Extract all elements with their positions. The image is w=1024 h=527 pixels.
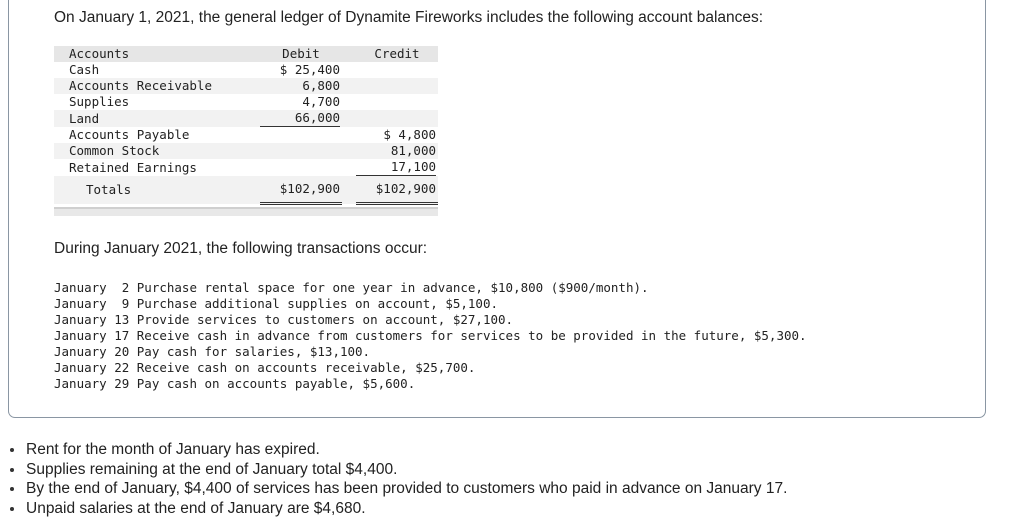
bullet-icon xyxy=(10,487,14,491)
total-debit: $102,900 xyxy=(260,176,342,204)
debit-value: $ 25,400 xyxy=(279,62,340,77)
table-row xyxy=(54,94,438,110)
bullet-icon xyxy=(10,468,14,472)
transaction-item: January 13 Provide services to customers on account, $27,100. xyxy=(54,312,514,327)
header-accounts: Accounts xyxy=(54,46,260,62)
totals-label: Totals xyxy=(54,176,260,204)
transaction-item: January 22 Receive cash on accounts receivable, $25,700. xyxy=(54,360,476,375)
credit-value xyxy=(356,110,438,127)
list-item xyxy=(8,460,787,480)
transaction-item: January 9 Purchase additional supplies on account, $5,100. xyxy=(54,296,499,311)
table-header-row xyxy=(54,46,438,62)
debit-value: 6,800 xyxy=(260,78,342,94)
table-row xyxy=(54,78,438,94)
table-row xyxy=(54,159,438,176)
account-name: Accounts Payable xyxy=(69,127,190,142)
intro-text: On January 1, 2021, the general ledger of Dynamite Fireworks includes the following account balances: xyxy=(54,9,764,26)
debit-value: 4,700 xyxy=(302,94,340,109)
credit-value: 17,100 xyxy=(356,159,438,176)
transaction-item: January 17 Receive cash in advance from customers for services to be provided in the future, $5,300. xyxy=(54,328,807,343)
transaction-item: January 20 Pay cash for salaries, $13,100. xyxy=(54,344,371,359)
debit-value xyxy=(260,159,342,176)
account-name: Cash xyxy=(69,62,100,77)
account-name: Accounts Receivable xyxy=(54,78,260,94)
total-credit: $102,900 xyxy=(356,176,438,204)
credit-value: $ 4,800 xyxy=(383,127,436,142)
debit-value xyxy=(260,127,342,143)
transaction-item: January 29 Pay cash on accounts payable, $5,600. xyxy=(54,376,416,391)
debit-value xyxy=(260,143,342,159)
header-credit: Credit xyxy=(356,46,438,62)
credit-value xyxy=(356,78,438,94)
transaction-item: January 2 Purchase rental space for one year in advance, $10,800 ($900/month). xyxy=(54,280,649,295)
transactions-heading: During January 2021, the following transactions occur: xyxy=(54,240,428,257)
account-name: Retained Earnings xyxy=(69,159,197,175)
transactions-list xyxy=(54,280,807,392)
bullet-text: By the end of January, $4,400 of services has been provided to customers who paid in advance on January 17. xyxy=(26,480,788,497)
credit-value xyxy=(356,62,438,78)
header-debit: Debit xyxy=(260,46,342,62)
account-balances-table xyxy=(54,46,438,205)
account-name: Common Stock xyxy=(54,143,260,159)
bullet-text: Unpaid salaries at the end of January are $4,680. xyxy=(26,499,366,517)
bullet-icon xyxy=(10,507,14,511)
table-row xyxy=(54,62,438,78)
table-row xyxy=(54,143,438,159)
list-item xyxy=(8,499,787,519)
totals-row xyxy=(54,176,438,204)
account-name: Land xyxy=(54,110,260,127)
account-name: Supplies xyxy=(69,94,130,109)
credit-value xyxy=(356,94,438,110)
debit-value: 66,000 xyxy=(260,110,342,127)
bullet-icon xyxy=(10,448,14,452)
table-footer-bar xyxy=(54,207,438,216)
table-row xyxy=(54,127,438,143)
table-row xyxy=(54,110,438,127)
list-item xyxy=(8,479,787,499)
list-item xyxy=(8,440,787,460)
bullet-text: Supplies remaining at the end of January total $4,400. xyxy=(26,460,398,478)
adjustments-list xyxy=(8,440,787,518)
bullet-text: Rent for the month of January has expired. xyxy=(26,441,320,458)
credit-value: 81,000 xyxy=(356,143,438,159)
